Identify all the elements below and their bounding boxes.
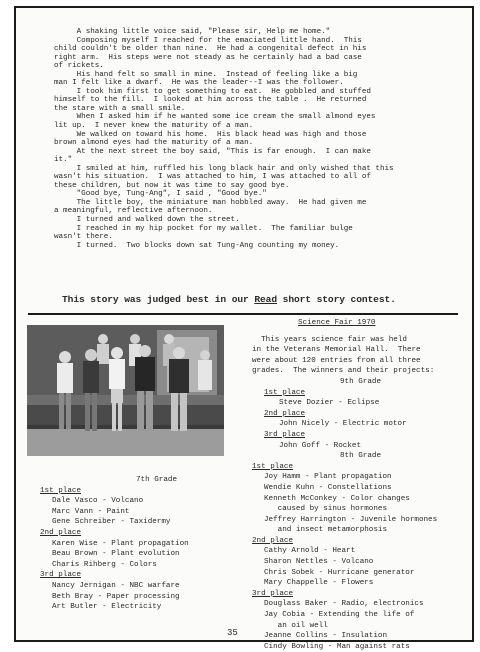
winner-entry: Gene Schreiber - Taxidermy bbox=[52, 518, 171, 527]
story-line: I took him first to get something to eat. He gobbled and stuffed bbox=[54, 87, 371, 96]
story-line: A shaking little voice said, "Please sir, Help me home." bbox=[54, 28, 331, 36]
story-line: When I asked him if he wanted some ice cream the small almond eyes bbox=[54, 113, 376, 122]
story-line: wasn't there. bbox=[54, 233, 113, 242]
story-line: I smiled at him, ruffled his long black hair and only wished that this bbox=[54, 164, 394, 173]
story-line: right arm. His steps were not steady as he certainly had a bad case bbox=[54, 53, 362, 62]
winner-entry: Karen Wise - Plant propagation bbox=[52, 539, 189, 548]
story-line: The little boy, the miniature man hobbled away. He had given me bbox=[54, 198, 367, 207]
winner-entry: Kenneth McConkey - Color changes bbox=[264, 494, 410, 503]
winner-entry: an oil well bbox=[264, 621, 328, 630]
place-heading: 2nd place bbox=[252, 536, 294, 545]
contest-note-after: short story contest. bbox=[277, 294, 396, 305]
winner-entry: Sharon Nettles - Volcano bbox=[264, 558, 374, 567]
winner-entry: Marc Vann - Paint bbox=[52, 507, 130, 516]
winner-entry: Dale Vasco - Volcano bbox=[52, 497, 144, 506]
story-line: His hand felt so small in mine. Instead of feeling like a big bbox=[54, 70, 358, 79]
winner-entry: Jeffrey Harrington - Juvenile hormones bbox=[264, 515, 438, 524]
contest-note-before: This story was judged best in our bbox=[62, 294, 255, 305]
seventh-grade-results bbox=[40, 475, 240, 613]
winner-entry: caused by sinus hormones bbox=[264, 505, 388, 514]
story-line: I turned and walked down the street. bbox=[54, 216, 240, 225]
story-line: himself to the fill. I looked at him across the table . He returned bbox=[54, 96, 367, 105]
science-fair-article bbox=[252, 318, 467, 652]
winner-entry: Jay Cobia - Extending the life of bbox=[264, 611, 415, 620]
story-line: At the next street the boy said, "This is far enough. I can make bbox=[54, 147, 371, 156]
story-line: "Good bye, Tung-Ang", I said , "Good bye." bbox=[54, 190, 267, 199]
contest-note bbox=[62, 294, 442, 305]
winner-entry: and insect metamorphosis bbox=[264, 526, 388, 535]
winner-entry: Steve Dozier - Eclipse bbox=[279, 399, 380, 408]
winner-entry: Douglass Baker - Radio, electronics bbox=[264, 600, 424, 609]
winner-entry: Wendie Kuhn - Constellations bbox=[264, 483, 392, 492]
place-heading: 2nd place bbox=[264, 409, 306, 418]
group-photo bbox=[27, 325, 224, 456]
winner-entry: Cindy Bowling - Man against rats bbox=[264, 642, 410, 651]
winner-entry: Nancy Jernigan - NBC warfare bbox=[52, 581, 180, 590]
story-line: lit up. I never knew the maturity of a man. bbox=[54, 122, 254, 131]
winner-entry: John Nicely - Electric motor bbox=[279, 420, 407, 429]
eighth-grade-heading: 8th Grade bbox=[340, 452, 382, 461]
story-line: We walked on toward his home. His black head was high and those bbox=[54, 130, 367, 139]
place-heading: 1st place bbox=[252, 462, 294, 471]
story-line: I turned. Two blocks down sat Tung-Ang counting my money. bbox=[54, 241, 340, 250]
place-heading: 1st place bbox=[264, 388, 306, 397]
winner-entry: Chris Sobek - Hurricane generator bbox=[264, 568, 415, 577]
story-line: man I felt like a dwarf. He was the leader--I was the follower. bbox=[54, 79, 344, 88]
story-line: Composing myself I reached for the emaciated little hand. This bbox=[54, 36, 362, 45]
place-heading: 2nd place bbox=[40, 528, 82, 537]
place-heading: 3rd place bbox=[40, 571, 82, 580]
winner-entry: Mary Chappelle - Flowers bbox=[264, 579, 374, 588]
story-line: I reached in my hip pocket for my wallet. The familiar bulge bbox=[54, 224, 353, 233]
ninth-grade-heading: 9th Grade bbox=[340, 377, 382, 386]
winner-entry: Cathy Arnold - Heart bbox=[264, 547, 356, 556]
science-fair-title: Science Fair 1970 bbox=[298, 319, 376, 327]
section-divider bbox=[28, 313, 458, 315]
science-fair-intro-line: This years science fair was held bbox=[252, 335, 407, 344]
seventh-grade-heading: 7th Grade bbox=[136, 476, 178, 484]
science-fair-intro-line: in the Veterans Memorial Hall. There bbox=[252, 346, 421, 355]
place-heading: 1st place bbox=[40, 486, 82, 495]
place-heading: 3rd place bbox=[264, 430, 306, 439]
page-number: 35 bbox=[227, 628, 238, 638]
group-photo-image bbox=[27, 325, 224, 456]
science-fair-intro-line: grades. The winners and their projects: bbox=[252, 367, 435, 376]
story-line: brown almond eyes had the maturity of a man. bbox=[54, 139, 254, 148]
winner-entry: Jeanne Collins - Insulation bbox=[264, 632, 388, 641]
story-line: these children, but now it was time to say good bye. bbox=[54, 181, 290, 190]
contest-note-read-underlined: Read bbox=[254, 294, 277, 305]
story-line: of rickets. bbox=[54, 62, 104, 71]
story-line: a meaningful, reflective afternoon. bbox=[54, 207, 213, 216]
story-line: child couldn't be older than nine. He had a congenital defect in his bbox=[54, 45, 367, 54]
place-heading: 3rd place bbox=[252, 589, 294, 598]
winner-entry: Charis Rihberg - Colors bbox=[52, 560, 157, 569]
winner-entry: Beau Brown - Plant evolution bbox=[52, 550, 180, 559]
story-line: it." bbox=[54, 156, 73, 165]
story-line: wasn't his situation. I was attached to him, I was attached to all of bbox=[54, 173, 371, 182]
winner-entry: Joy Hamm - Plant propagation bbox=[264, 473, 392, 482]
story-line: the stare with a small smile. bbox=[54, 104, 186, 113]
short-story-text bbox=[54, 28, 414, 250]
winner-entry: John Goff - Rocket bbox=[279, 441, 362, 450]
science-fair-intro-line: were about 120 entries from all three bbox=[252, 356, 421, 365]
winner-entry: Beth Bray - Paper processing bbox=[52, 592, 180, 601]
winner-entry: Art Butler - Electricity bbox=[52, 603, 162, 612]
